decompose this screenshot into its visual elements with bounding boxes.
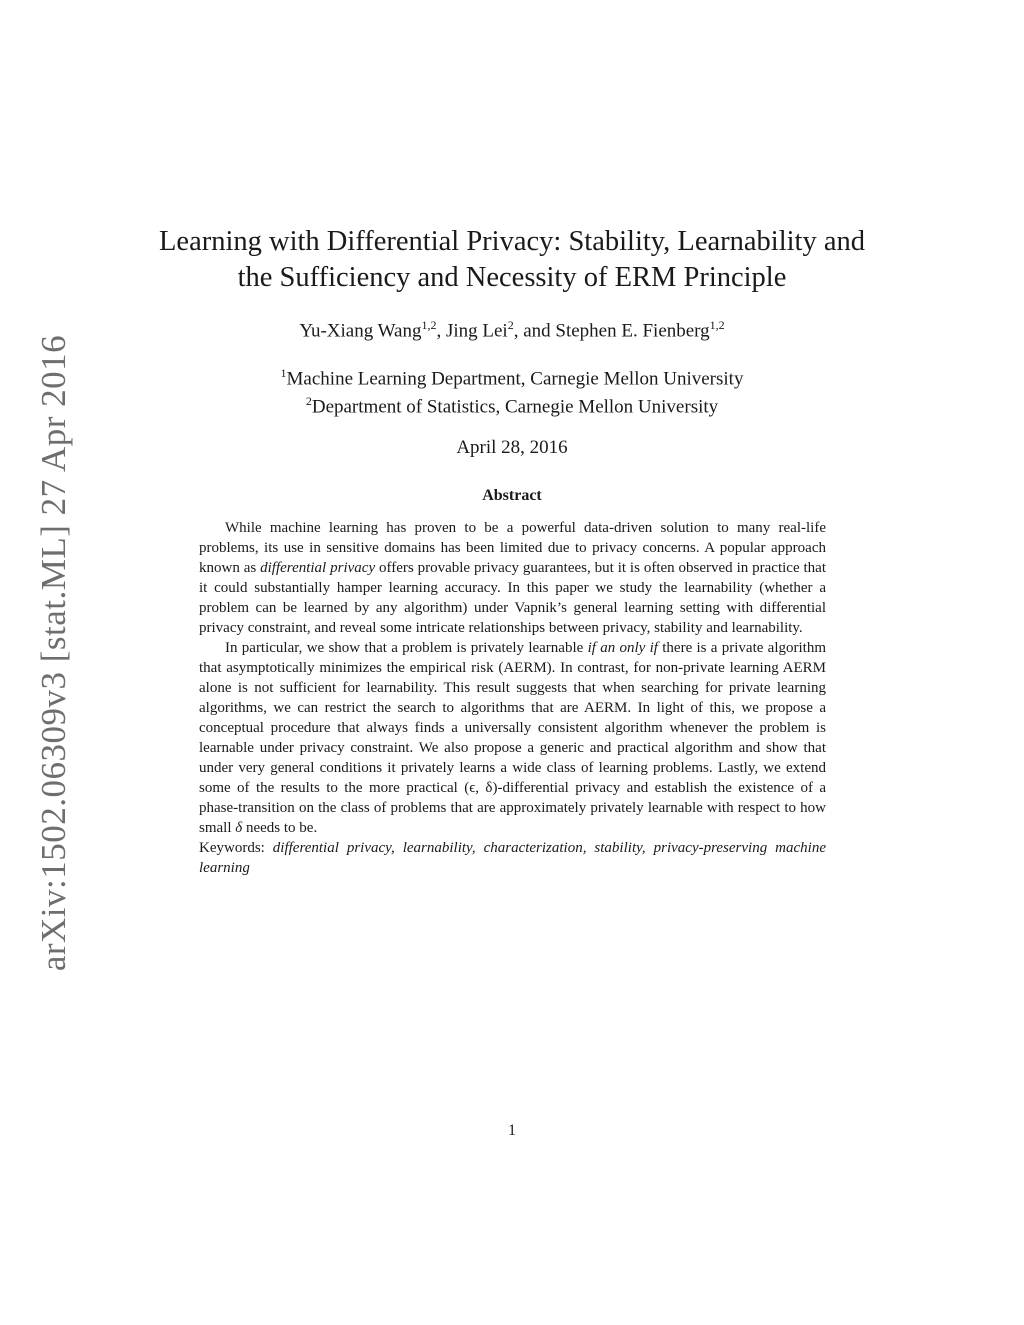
author-separator: , and xyxy=(513,320,556,342)
page-number: 1 xyxy=(508,1122,516,1139)
abstract-heading: Abstract xyxy=(482,487,542,504)
author-affiliation-marker: 1,2 xyxy=(709,318,725,332)
abstract-math: (ϵ, δ) xyxy=(464,780,498,796)
author-separator: , xyxy=(436,320,446,342)
author-name: Stephen E. Fienberg xyxy=(555,320,710,342)
author-affiliation-marker: 2 xyxy=(507,318,514,332)
abstract-emphasis: if an only if xyxy=(587,640,658,656)
affiliation-text: Machine Learning Department, Carnegie Mellon University xyxy=(286,368,744,390)
affiliations xyxy=(120,362,904,419)
paper-title xyxy=(120,224,904,296)
author-list xyxy=(120,318,904,342)
paper-title-line-1: Learning with Differential Privacy: Stability, Learnability and xyxy=(159,226,865,257)
author-name: Yu-Xiang Wang xyxy=(299,320,422,342)
author-name: Jing Lei xyxy=(445,320,508,342)
keywords-list: differential privacy, learnability, characterization, stability, privacy-preserving machine learning xyxy=(199,840,826,876)
abstract-text: needs to be. xyxy=(242,820,318,836)
abstract-text: While machine learning has proven to be a powerful data-driven solution to many real-life problems, its use in sensitive domains has been limited due to privacy concerns. A popular approach known as xyxy=(199,520,826,576)
arxiv-identifier-text: arXiv:1502.06309v3 [stat.ML] 27 Apr 2016 xyxy=(34,334,74,971)
abstract-emphasis: differential privacy xyxy=(260,560,376,576)
arxiv-identifier-stamp xyxy=(34,334,74,971)
abstract-text: -differential privacy and establish the existence of a phase-transition on the class of problems that are approximately privately learnable with respect to how small xyxy=(199,780,826,836)
paper-title-line-2: the Sufficiency and Necessity of ERM Principle xyxy=(237,262,787,293)
affiliation-marker: 2 xyxy=(305,394,312,409)
abstract-text: offers provable privacy guarantees, but it is often observed in practice that it could substantially hamper learning accuracy. In this paper we study the learnability (whether a problem can be learned by any algorithm) under Vapnik’s general learning setting with differential privacy constraint, and reveal some intricate relationships between privacy, stability and learnability. xyxy=(199,560,826,636)
keywords-label: Keywords: xyxy=(199,840,273,856)
keywords xyxy=(199,838,826,878)
abstract-text: In particular, we show that a problem is privately learnable xyxy=(225,640,588,656)
abstract-text: there is a private algorithm that asymptotically minimizes the empirical risk (AERM). In contrast, for non-private learning AERM alone is not sufficient for learnability. This result suggests that when searching for private learning algorithms, we can restrict the search to algorithms that are AERM. In light of this, we propose a conceptual procedure that always finds a universally consistent algorithm whenever the problem is learnable under privacy constraint. We also propose a generic and practical algorithm and show that under very general conditions it privately learns a wide class of learning problems. Lastly, we extend some of the results to the more practical xyxy=(199,640,827,796)
publication-date: April 28, 2016 xyxy=(456,437,568,458)
affiliation-marker: 1 xyxy=(280,366,287,380)
affiliation-line xyxy=(120,390,904,418)
affiliation-line xyxy=(120,362,904,390)
abstract-paragraph xyxy=(199,518,826,638)
abstract-body xyxy=(199,518,826,878)
abstract-paragraph xyxy=(199,638,826,838)
abstract-math: δ xyxy=(235,820,243,836)
affiliation-text: Department of Statistics, Carnegie Mellon University xyxy=(311,396,719,418)
author-affiliation-marker: 1,2 xyxy=(421,318,437,332)
